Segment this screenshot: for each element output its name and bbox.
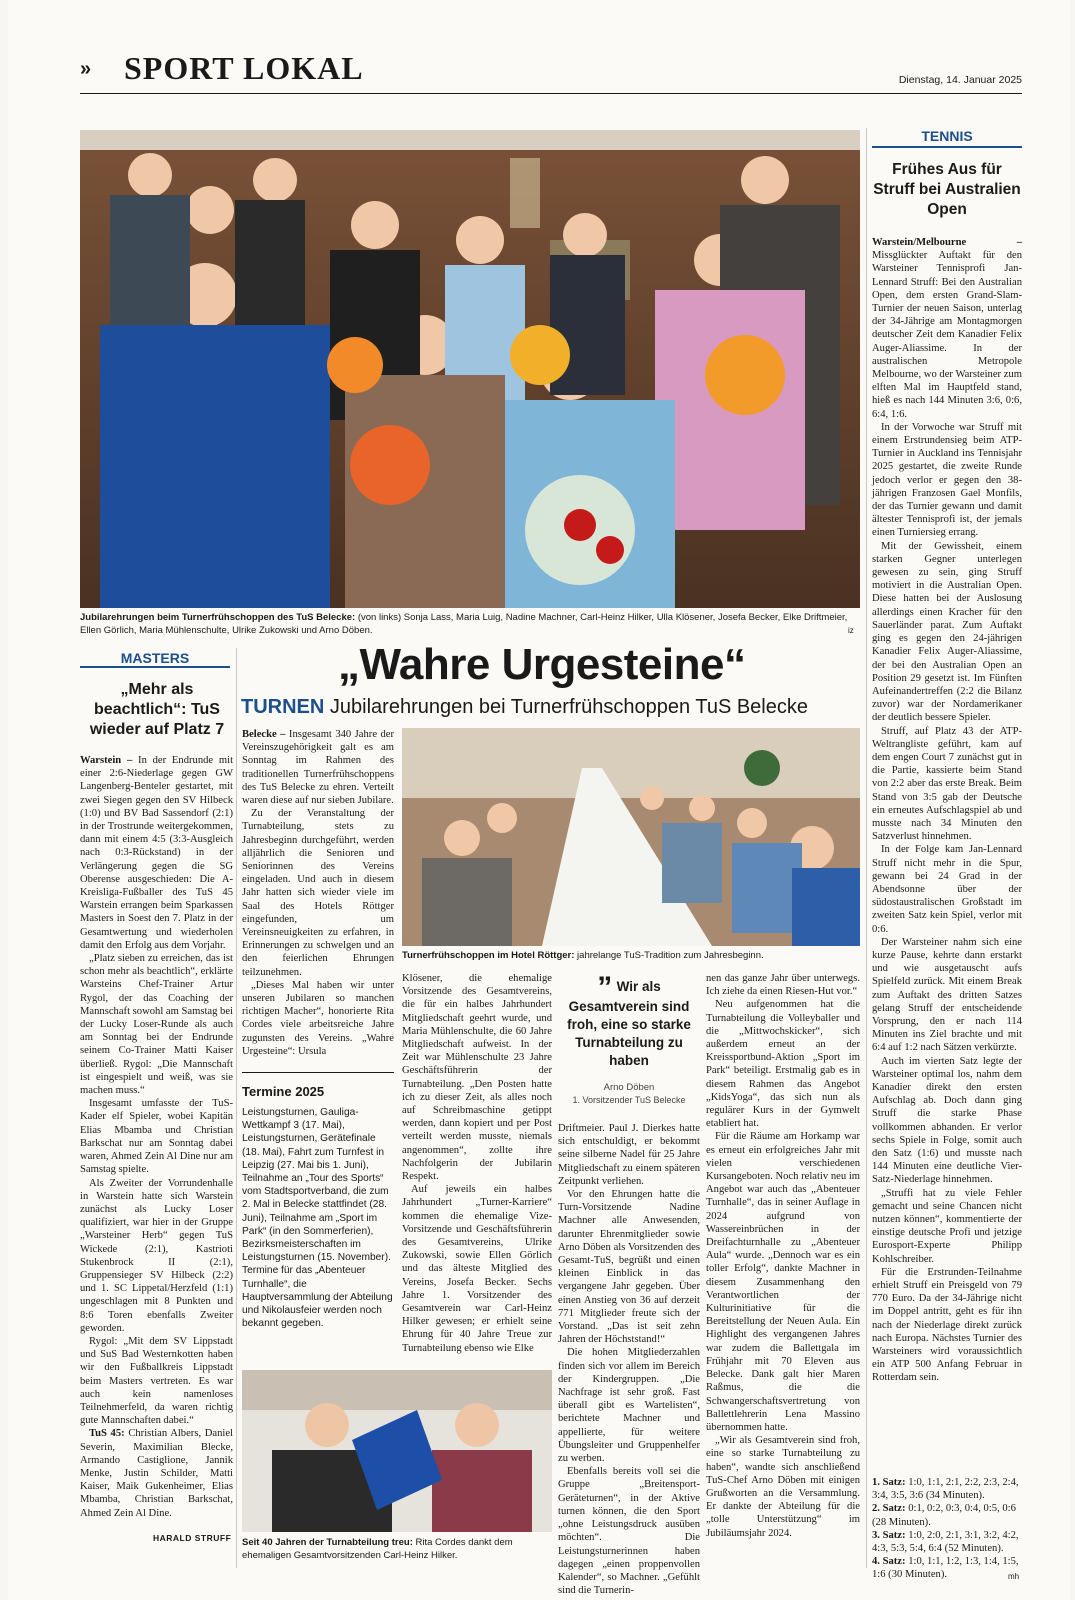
tennis-paragraph: Struff, auf Platz 43 der ATP-Weltrangliste geführt, kam auf dem engen Court 7 zunächst gut in die Partie, kassierte beim Stand von 2:2 aber das erste Break. Beim Stand von 3:5 gab der Deutsche ein erneutes Aufschlagspiel ab und musste nach 34 Minuten den Satzverlust hinnehmen.: [872, 725, 1022, 843]
set-score-row: [872, 1476, 1022, 1502]
quote-role: 1. Vorsitzender TuS Belecke: [572, 1095, 686, 1105]
tennis-rule: [872, 146, 1022, 148]
tennis-title: Frühes Aus für Struff bei Australien Open: [873, 161, 1021, 218]
article-paragraph: „Dieses Mal haben wir unter unseren Jubilaren so manchen richtigen Macher“, honorierte Rita Cordes viele arbeitsreiche Jahre zugunsten des Vereins. „Wahre Urgesteine“: Ursula: [242, 979, 394, 1057]
set-score-text: 1:0, 2:0, 2:1, 3:1, 3:2, 4:2, 4:3, 5:3, 5:4, 6:4 (52 Minuten).: [872, 1529, 1019, 1555]
article-paragraph: Neu aufgenommen hat die Turnabteilung die Volleyballer und die „Mittwochskicker“, sich außerdem erneut an der Kreissportbund-Aktion „Sport im Park“ beteiligt. Erstmalig gab es in diesem Rahmen das Angebot „KidsYoga“, das sich nun als regulärer Kurs in der Gymwelt etabliert hat.: [706, 999, 860, 1130]
main-photo-caption-text: (von links) Sonja Lass, Maria Luig, Nadine Machner, Carl-Heinz Hilker, Ulla Klösener, Josefa Becker, Elke Driftmeier, Ellen Görlich, Maria Mühlenschulte, Ulrike Zukowski und Arno Döben.: [80, 612, 848, 636]
main-photo: [80, 130, 860, 608]
set-score-text: 0:1, 0:2, 0:3, 0:4, 0:5, 0:6 (28 Minuten).: [872, 1503, 1016, 1528]
article-kicker: TURNEN: [241, 696, 325, 718]
main-photo-credit: iz: [848, 626, 854, 635]
masters-paragraph: „Platz sieben zu erreichen, das ist schon mehr als beachtlich“, erklärte Warsteins Chef-Trainer Artur Rygol, der das Coaching der Mannschaft sowohl am Samstag bei der Lucky Loser-Runde als auch am Sonntag bei der Endrunde seinem Co-Trainer Matti Kaiser überließ. Rygol: „Die Mannschaft ist eingespielt und weiß, was sie machen muss.“: [80, 953, 233, 1097]
main-photo-caption: [80, 612, 860, 637]
article-column-4: [706, 972, 860, 1568]
article-paragraph: Ebenfalls bereits voll sei die Gruppe „Breitensport-Geräteturnen“, in der Aktive turnen können, die den Sport „ohne Leistungsdruck ausüben möchten“. Die Leistungsturnerinnen haben dagegen „einen proppenvollen Kalender“, so Machner. „Gefühlt sind die Turnerin-: [558, 1466, 700, 1597]
tennis-author: mh: [1008, 1572, 1020, 1581]
award-photo-caption-lead: Seit 40 Jahren der Turnabteilung treu:: [242, 1537, 413, 1548]
tennis-paragraph: In der Vorwoche war Struff mit einem Erstrundensieg beim ATP-Turnier in Auckland ins Tennisjahr 2025 gestartet, die zweite Runde jedoch verlor er gegen den 38-jährigen Franzosen Gael Monfils, der das Turnier gewann und damit ältester Tennisprofi ist, der jemals einen Turniersieg errang.: [872, 421, 1022, 539]
masters-dateline: Warstein –: [80, 755, 133, 766]
masters-author: HARALD STRUFF: [153, 1533, 232, 1543]
termine-title: Termine 2025: [242, 1084, 325, 1099]
article-paragraph: Die hohen Mitgliederzahlen finden sich vor allem im Bereich der Kindergruppen. „Die Nachfrage ist sehr groß. Fast überall gibt es Wartelisten“, berichtete Machner und appellierte, für weitere Übungsleiter und Gruppenhelfer zu werben.: [558, 1347, 700, 1465]
award-photo-caption-text: Rita Cordes dankt dem ehemaligen Gesamtvorsitzenden Carl-Heinz Hilker.: [242, 1537, 513, 1561]
tennis-label: TENNIS: [921, 128, 973, 144]
article-paragraph: Insgesamt 340 Jahre der Vereinszugehörigkeit galt es am Sonntag im Rahmen des traditionellen Turnerfrühschoppens des TuS Belecke zu ehren. Verteilt waren diese auf nur sieben Jubilare.: [242, 729, 394, 807]
article-paragraph: Auf jeweils ein halbes Jahrhundert „Turner-Karriere“ kommen die ehemalige Vize-Vorsitzende und Geschäftsführerin des Gesamtvereins, Ulrike Zukowski, sowie Ellen Görlich und das älteste Mitglied des Vereins, Josefa Becker. Sechs Jahre 1. Vorsitzender des Gesamtverein war Carl-Heinz Hilker gewesen; er erhielt seine Ehrung für 40 Jahre Treue zur Turnabteilung ebenso wie Elke: [402, 1184, 552, 1354]
article-subtitle: Jubilarehrungen bei Turnerfrühschoppen TuS Belecke: [329, 696, 808, 718]
dining-photo-image: [402, 728, 860, 946]
set-score-row: [872, 1555, 1022, 1581]
set-score-row: [872, 1502, 1022, 1528]
set-score-label: 3. Satz:: [872, 1529, 906, 1541]
article-paragraph: Klösener, die ehemalige Vorsitzende des Gesamtvereins, die für ein halbes Jahrhundert Mitgliedschaft geehrt wurde, und Maria Mühlenschulte, die 60 Jahre Mitgliedschaft aufweist. In der Zeit war Mühlenschulte 23 Jahre Geschäftsführerin der Turnabteilung. „Den Posten hatte ich zu dieser Zeit, als alles noch auf Schreibmaschine getippt werden, dann kopiert und per Post verteilt werden musste, niemals angenommen“, zollte ihre Nachfolgerin der Jubilarin Respekt.: [402, 973, 552, 1183]
header-rule: [80, 93, 1022, 94]
set-score-label: 2. Satz:: [872, 1503, 906, 1515]
column-rule: [866, 128, 867, 1568]
tennis-paragraph: Mit der Gewissheit, einem starken Gegner unterlegen gewesen zu sein, ging Struff motiviert in die Australian Open. Diese hatten bei der Auslosung allerdings einen Kracher für den Sauerländer parat. Zum Auftakt ging es gegen den 24-jährigen Kanadier Felix Auger-Aliassime, der bei den Australian Open an Position 29 gesetzt ist. Im Fünften Aufeinandertreffen (2:2 die Bilanz zuvor) war der Nordamerikaner der deutlich bessere Spieler.: [872, 540, 1022, 724]
masters-rule-top: [80, 666, 230, 668]
set-score-label: 4. Satz:: [872, 1556, 906, 1568]
article-paragraph: Driftmeier. Paul J. Dierkes hatte sich entschuldigt, er bekommt seine silberne Nadel für 25 Jahre Mitgliedschaft zu einem späteren Zeitpunkt verliehen.: [558, 1123, 700, 1187]
quote-mark: ”: [597, 971, 613, 1004]
article-column-3: [558, 1122, 700, 1597]
article-paragraph: nen das ganze Jahr über unterwegs. Ich ziehe da einen Riesen-Hut vor.“: [706, 973, 860, 998]
masters-paragraph: Insgesamt umfasste der TuS-Kader elf Spieler, wobei Kapitän Elias Mbamba und Christian Barkschat nur am Sonntag dabei waren, Ahmed Zein Al Dine nur am Samstag spielte.: [80, 1098, 233, 1176]
termine-text: Leistungsturnen, Gauliga-Wettkampf 3 (17. Mai), Leistungsturnen, Gerätefinale (18. Mai), Fahrt zum Turnfest in Leipzig (27. Mai bis 1. Juni), Teilnahme an „Tour des Sports“ vom Stadtsportverband, die zum 2. Mal in Belecke stattfindet (28. Juni), Teilnahme am „Sport im Park“ (in den Sommerferien), Bezirksmeisterschaften im Leistungsturnen (15. November). Termine für das „Abenteuer Turnhalle“, die Hauptversammlung der Abteilung und Nikolausfeier werden noch bekannt gegeben.: [242, 1107, 393, 1330]
article-paragraph: Vor den Ehrungen hatte die Turn-Vorsitzende Nadine Machner alle Anwesenden, darunter Ehrenmitglieder sowie Arno Döben als Vorsitzenden des Gesamt-TuS, begrüßt und einen kleinen Einblick in das vergangene Jahr gegeben. Über einen Anstieg von 36 auf derzeit 771 Mitglieder freute sich der Vorstand. „Das ist seit zehn Jahren der Höchststand!“: [558, 1189, 700, 1346]
dining-photo-caption-lead: Turnerfrühschoppen im Hotel Röttger:: [402, 950, 575, 961]
dining-photo: [402, 728, 860, 946]
tennis-paragraph: Der Warsteiner nahm sich eine kurze Pause, kehrte dann erstarkt und wie ausgetauscht aufs Spielfeld zurück. Mit einem Break zum Auftakt des dritten Satzes gelang Struff der entscheidende Vorsprung, den er nach 114 Minuten ins Ziel brachte und mit 6:4 auf 1:2 nach Sätzen verkürzte.: [872, 936, 1022, 1054]
section-chevron: »: [80, 58, 92, 80]
tennis-body: [872, 236, 1022, 1472]
section-title: SPORT LOKAL: [124, 50, 364, 86]
article-paragraph: „Wir als Gesamtverein sind froh, eine so starke Turnabteilung zu haben“, wandte sich anschließend TuS-Chef Arno Döben mit einigen Grußworten an die Versammlung. Er dankte der Abteilung für die „tolle Unterstützung“ im Jubiläumsjahr 2024.: [706, 1435, 860, 1539]
newspaper-page: [8, 0, 1070, 1600]
masters-paragraph: Als Zweiter der Vorrundenhalle in Warstein hatte sich Warstein zunächst als Lucky Loser qualifiziert, war hier in der Gruppe „Warsteiner Herb“ gegen TuS Wickede (2:1), Kastrioti Stukenbrock II (2:1), Gruppensieger SV Hilbeck (2:2) und 1. SC Lippetal/Herzfeld (1:1) ungeschlagen mit 8 Punkten und 8:6 Toren ebenfalls Zweiter geworden.: [80, 1177, 233, 1334]
pull-quote: [558, 971, 700, 1105]
column-rule: [236, 648, 237, 1568]
set-score-label: 1. Satz:: [872, 1477, 906, 1488]
termine-rule: [242, 1072, 394, 1073]
masters-roster: Christian Albers, Daniel Severin, Maximilian Blecke, Armando Castiglione, Jannik Menke, Justin Schilder, Matti Kaiser, Maik Gukenheimer, Elias Mbamba, Christian Barkschat, Ahmed Zein Al Dine.: [80, 1428, 233, 1519]
article-column-2: [402, 972, 552, 1366]
tennis-paragraph: In der Folge kam Jan-Lennard Struff nicht mehr in die Spur, gewann bei 24 Grad in der Abendsonne über der südostaustralischen Großstadt im zweiten Satz kein Spiel, verlor mit 0:6.: [872, 844, 1022, 935]
article-headline: „Wahre Urgesteine“: [338, 640, 746, 689]
article-column-1: [242, 728, 394, 1068]
masters-paragraph: In der Endrunde mit einer 2:6-Niederlage gegen GW Langenberg-Benteler gestartet, mit zwei Siegen gegen den SV Hilbeck (1:0) und BV Bad Sassendorf (2:1) in der Trostrunde weitergekommen, dann mit einem 4:5 (3:3-Ausgleich nach 0:3-Rückstand) in der Verlängerung gegen die SG Oberense ausgeschieden: Die A-Kreisliga-Fußballer des TuS 45 Warstein errangen beim Sparkassen Masters in Soest den 7. Platz in der Gesamtwertung und wiederholen damit den Erfolg aus dem Vorjahr.: [80, 755, 234, 951]
issue-date: Dienstag, 14. Januar 2025: [898, 74, 1022, 86]
tennis-paragraph: „Struffi hat zu viele Fehler gemacht und seine Chancen nicht nutzen können“, kommentierte der einstige deutsche Profi und jetzige Eurosport-Experte Philipp Kohlschreiber.: [872, 1187, 1022, 1265]
masters-roster-label: TuS 45:: [89, 1428, 125, 1440]
award-photo-caption: [242, 1537, 552, 1562]
set-score-text: 1:0, 1:1, 2:1, 2:2, 2:3, 2:4, 3:4, 3:5, 3:6 (34 Minuten).: [872, 1477, 1019, 1502]
article-subheadline: [241, 696, 808, 719]
tennis-paragraph: Missglückter Auftakt für den Warsteiner Tennisprofi Jan-Lennard Struff: Bei den Australian Open, dem ersten Grand-Slam-Turnier der neuen Saison, unterlag der 34-Jährige am Montagmorgen deutscher Zeit dem Kanadier Felix Auger-Aliassime. In der australischen Metropole Melbourne, wo der Warsteiner zum elften Mal im Hauptfeld stand, hieß es nach 144 Minuten 3:6, 0:6, 6:4, 1:6.: [872, 250, 1022, 420]
set-score-text: 1:0, 1:1, 1:2, 1:3, 1:4, 1:5, 1:6 (30 Minuten).: [872, 1556, 1019, 1581]
quote-author: Arno Döben: [603, 1082, 655, 1093]
article-paragraph: Für die Räume am Horkamp war es erneut ein erfolgreiches Jahr mit vielen verschiedenen Kursangeboten. Noch relativ neu im Angebot war auch das „Abenteuer Turnhalle“, das in seiner Auflage in 2024 aufgrund von Wassereinbrüchen in der Dreifachturnhalle zu „Abenteuer Aula“ wurde. „Dennoch war es ein toller Erfolg“, dankte Machner in diesem Zusammenhang den Verantwortlichen der Kulturinitiative für die Bereitstellung der Neuen Aula. Ein Highlight des vergangenen Jahres war zudem die Ballettgala im Frühjahr mit 70 Eleven aus Belecke. Dank galt hier Maren Raßmus, die die Schwangerschaftsvertretung von Ballettlehrerin Lena Massino übernommen hatte.: [706, 1131, 860, 1433]
masters-label: MASTERS: [120, 650, 190, 666]
quote-text: Wir als Gesamtverein sind froh, eine so starke Turnabteilung zu haben: [567, 979, 691, 1068]
group-photo-image: [80, 130, 860, 608]
masters-paragraph: Rygol: „Mit dem SV Lippstadt und SuS Bad Westernkotten haben wir den Fußballkreis Lippstadt beim Masters vertreten. Es war auch kein namenloses Teilnehmerfeld, da waren richtig gute Mannschaften dabei.“: [80, 1335, 233, 1427]
tennis-dateline: Warstein/Melbourne –: [872, 237, 1022, 248]
dining-photo-caption: [402, 950, 860, 963]
dining-photo-caption-text: jahrelange TuS-Tradition zum Jahresbeginn.: [577, 950, 764, 961]
masters-body: [80, 754, 234, 1519]
tennis-paragraph: Auch im vierten Satz legte der Warsteiner optimal los, nahm dem Kanadier direkt den ersten Aufschlag ab. Doch dann ging Struff die starke Phase vollkommen abhanden. Er verlor sechs Spiele in Folge, somit auch den Satz (1:6) und musste nach 144 Minuten eine deutliche Vier-Satz-Niederlage hinnehmen.: [872, 1055, 1022, 1186]
main-photo-caption-lead: Jubilarehrungen beim Turnerfrühschoppen des TuS Belecke:: [80, 612, 356, 623]
tennis-paragraph: Für die Erstrunden-Teilnahme erhielt Struff ein Preisgeld von 79 770 Euro. Da der 34-Jährige nicht im Doppel antritt, geht es für ihn nach der Niederlage direkt zurück nach Europa. Nächstes Turnier des Warsteiners wird voraussichtlich ein ATP 500 Anfang Februar in Rotterdam sein.: [872, 1266, 1022, 1384]
award-photo-image: [242, 1370, 552, 1532]
masters-title: „Mehr als beachtlich“: TuS wieder auf Platz 7: [89, 681, 225, 738]
award-photo: [242, 1370, 552, 1532]
set-score-row: [872, 1529, 1022, 1555]
article-dateline: Belecke –: [242, 729, 286, 740]
article-paragraph: Zu der Veranstaltung der Turnabteilung, stets zu Jahresbeginn durchgeführt, werden alljährlich die Senioren und Seniorinnen des Vereins eingeladen. Und auch in diesem Jahr hatten sich wieder viele im Saal des Hotels Röttger eingefunden, um Vereinsneuigkeiten zu erfahren, in Erinnerungen zu schwelgen und an den feierlichen Ehrungen teilzunehmen.: [242, 808, 394, 978]
